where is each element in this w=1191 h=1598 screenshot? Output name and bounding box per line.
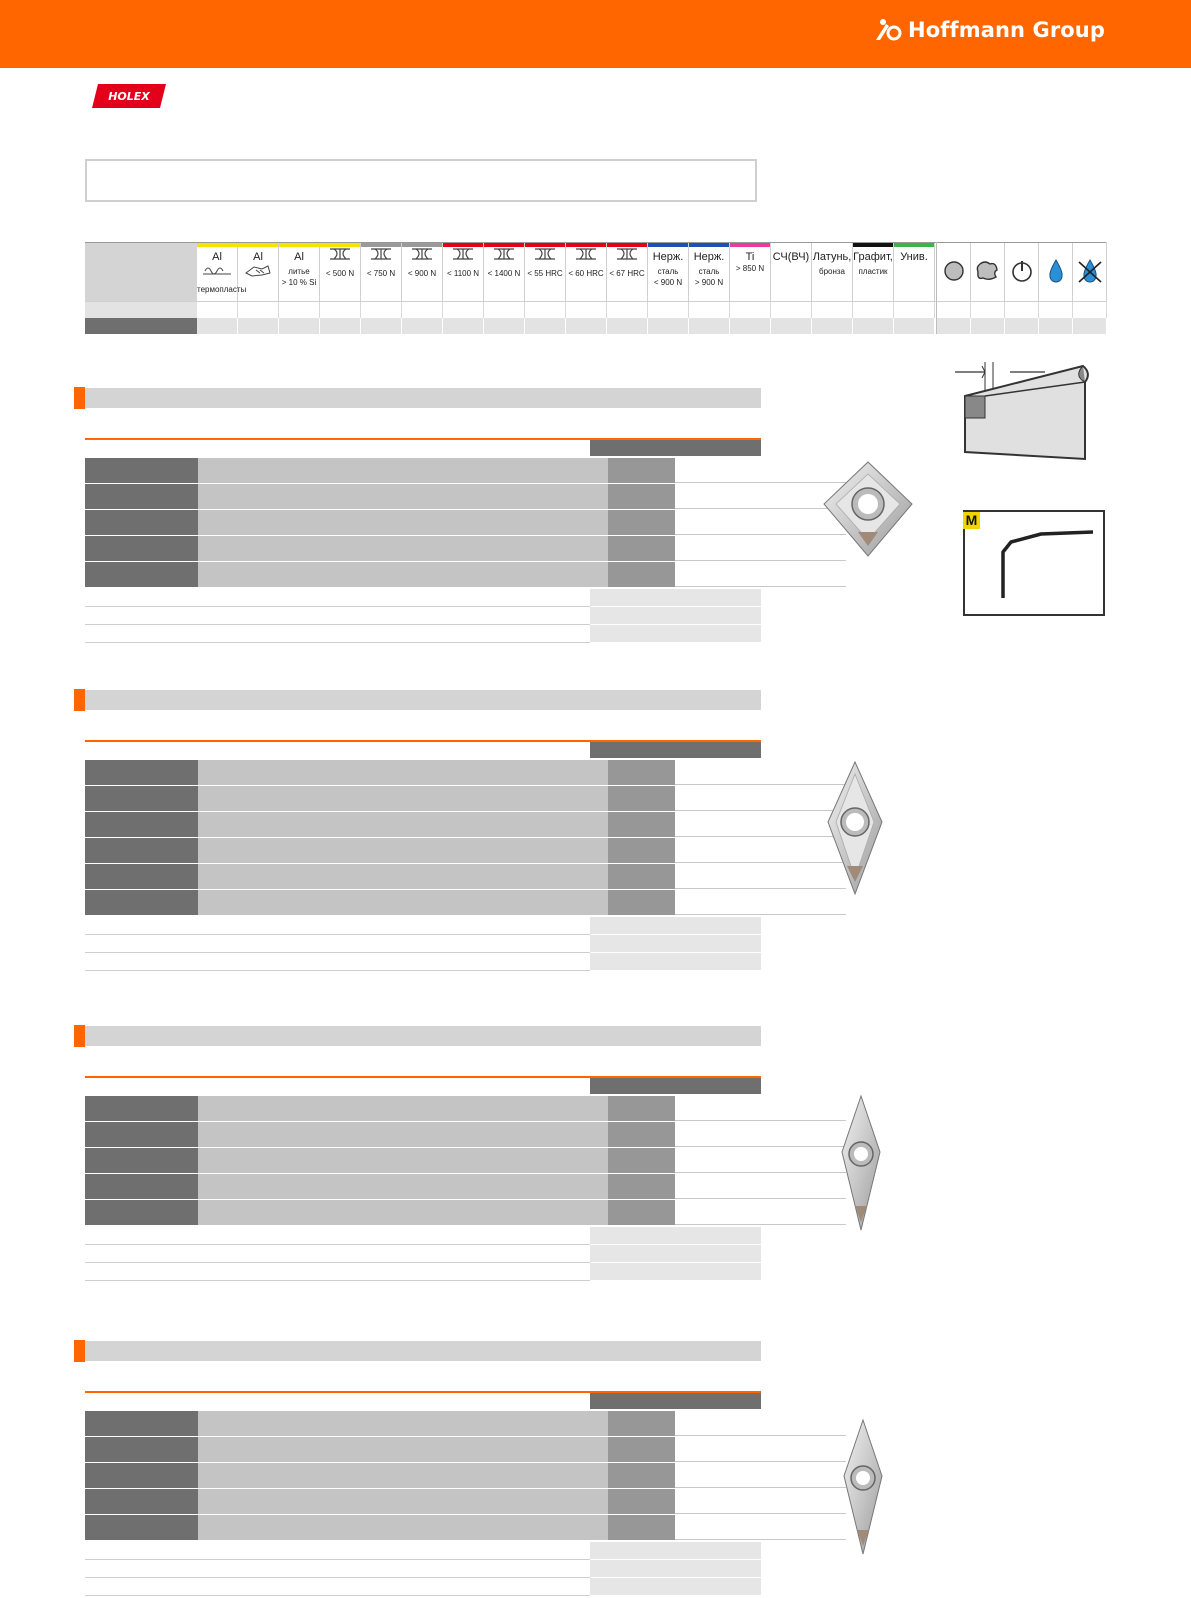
material-cell bbox=[894, 318, 935, 334]
material-cell bbox=[607, 301, 648, 318]
hoffmann-logo-icon bbox=[874, 18, 902, 42]
footer-cell bbox=[590, 953, 761, 970]
table-cell bbox=[608, 864, 675, 889]
table-cell bbox=[675, 1489, 846, 1514]
material-column[interactable] bbox=[894, 242, 935, 301]
material-subtitle: сталь bbox=[657, 267, 679, 276]
material-cell bbox=[238, 318, 279, 334]
material-cell bbox=[402, 301, 443, 318]
table-cell bbox=[198, 1515, 608, 1540]
material-column[interactable] bbox=[402, 242, 443, 301]
table-cell bbox=[198, 1437, 608, 1462]
condition-cell bbox=[937, 301, 971, 318]
material-cell bbox=[361, 301, 402, 318]
table-cell bbox=[608, 562, 675, 587]
table-cell bbox=[85, 536, 198, 561]
i-beam-icon bbox=[324, 247, 356, 262]
table-cell bbox=[198, 786, 608, 811]
table-cell bbox=[675, 838, 846, 863]
table-cell bbox=[675, 562, 846, 587]
table-cell bbox=[198, 510, 608, 535]
material-cell bbox=[402, 318, 443, 334]
material-name: Ti bbox=[745, 251, 755, 263]
material-column[interactable] bbox=[648, 242, 689, 301]
table-cell bbox=[608, 786, 675, 811]
table-row[interactable] bbox=[85, 1489, 761, 1515]
table-cell bbox=[675, 1148, 846, 1173]
material-cell bbox=[525, 318, 566, 334]
table-row[interactable] bbox=[85, 786, 761, 812]
table-cell bbox=[85, 1174, 198, 1199]
table-row[interactable] bbox=[85, 510, 761, 536]
material-cell bbox=[648, 301, 689, 318]
table-cell bbox=[675, 1463, 846, 1488]
table-cell bbox=[198, 812, 608, 837]
material-cell bbox=[812, 318, 853, 334]
matrix-top-line bbox=[85, 242, 1106, 243]
table-row[interactable] bbox=[85, 1174, 761, 1200]
material-subtitle: < 1100 N bbox=[446, 269, 480, 278]
matrix-separator bbox=[936, 242, 937, 334]
material-cell bbox=[894, 301, 935, 318]
footer-cell bbox=[590, 1560, 761, 1577]
material-subtitle: бронза bbox=[818, 267, 845, 276]
table-footer-row bbox=[85, 1245, 761, 1263]
table-footer-row bbox=[85, 1578, 761, 1596]
table-cell bbox=[608, 484, 675, 509]
blob-icon bbox=[971, 258, 1005, 288]
i-beam-icon bbox=[570, 247, 602, 262]
table-row[interactable] bbox=[85, 1411, 761, 1437]
table-footer-row bbox=[85, 917, 761, 935]
table-cell bbox=[198, 1174, 608, 1199]
i-beam-icon bbox=[611, 247, 643, 262]
table-row[interactable] bbox=[85, 1096, 761, 1122]
footer-cell bbox=[590, 917, 761, 934]
material-cell bbox=[443, 318, 484, 334]
table-cell bbox=[85, 1463, 198, 1488]
table-footer-row bbox=[85, 625, 761, 643]
table-row[interactable] bbox=[85, 484, 761, 510]
condition-cell bbox=[971, 301, 1005, 318]
material-subtitle: сталь bbox=[698, 267, 720, 276]
table-cell bbox=[198, 760, 608, 785]
table-cell bbox=[198, 1411, 608, 1436]
material-column[interactable] bbox=[484, 242, 525, 301]
table-cell bbox=[675, 458, 846, 483]
condition-cell bbox=[1073, 301, 1107, 318]
material-strength: > 10 % Si bbox=[281, 278, 317, 287]
i-beam-icon bbox=[447, 247, 479, 262]
material-cell bbox=[279, 301, 320, 318]
insert-image bbox=[826, 760, 884, 896]
matrix-row-label-light bbox=[85, 301, 197, 318]
material-cell bbox=[443, 301, 484, 318]
mode-label: M bbox=[963, 512, 980, 529]
table-cell bbox=[608, 1489, 675, 1514]
table-cell bbox=[675, 484, 846, 509]
footer-cell bbox=[590, 1245, 761, 1262]
material-name: Унив. bbox=[900, 251, 928, 263]
insert-image bbox=[840, 1094, 882, 1232]
table-row[interactable] bbox=[85, 1122, 761, 1148]
material-column[interactable] bbox=[853, 242, 894, 301]
table-cell bbox=[608, 1096, 675, 1121]
table-cell bbox=[675, 890, 846, 915]
footer-cell bbox=[590, 935, 761, 952]
material-cell bbox=[689, 318, 730, 334]
material-cell bbox=[689, 301, 730, 318]
table-cell bbox=[675, 510, 846, 535]
material-column[interactable] bbox=[279, 242, 320, 301]
table-cell bbox=[85, 484, 198, 509]
material-strength: > 850 N bbox=[735, 264, 765, 273]
table-cell bbox=[85, 1122, 198, 1147]
material-column[interactable] bbox=[197, 242, 247, 301]
table-cell bbox=[608, 812, 675, 837]
material-strength: < 900 N bbox=[653, 278, 683, 287]
condition-cell bbox=[1039, 318, 1073, 334]
material-cell bbox=[648, 318, 689, 334]
table-footer-row bbox=[85, 935, 761, 953]
material-column[interactable] bbox=[361, 242, 402, 301]
material-name: Латунь, bbox=[812, 251, 852, 263]
footer-line bbox=[85, 1595, 590, 1596]
table-cell bbox=[675, 1174, 846, 1199]
material-name: Al bbox=[253, 251, 263, 263]
table-cell bbox=[85, 760, 198, 785]
table-cell bbox=[608, 458, 675, 483]
table-row[interactable] bbox=[85, 1437, 761, 1463]
table-cell bbox=[608, 1174, 675, 1199]
table-cell bbox=[85, 786, 198, 811]
table-cell bbox=[675, 1437, 846, 1462]
matrix-bottom-line bbox=[85, 301, 1106, 302]
material-cell bbox=[853, 301, 894, 318]
table-footer-row bbox=[85, 1227, 761, 1245]
table-cell bbox=[85, 838, 198, 863]
table-cell bbox=[85, 510, 198, 535]
material-column[interactable] bbox=[812, 242, 853, 301]
footer-cell bbox=[590, 1263, 761, 1280]
material-cell bbox=[238, 301, 279, 318]
table-cell bbox=[608, 890, 675, 915]
table-cell bbox=[198, 838, 608, 863]
insert-image bbox=[822, 460, 914, 558]
material-column[interactable] bbox=[443, 242, 484, 301]
table-cell bbox=[675, 1200, 846, 1225]
material-cell bbox=[197, 301, 238, 318]
table-cell bbox=[608, 838, 675, 863]
material-column[interactable] bbox=[238, 242, 279, 301]
table-cell bbox=[675, 812, 846, 837]
material-cell bbox=[484, 318, 525, 334]
brand-name: Hoffmann Group bbox=[908, 18, 1105, 42]
table-cell bbox=[608, 510, 675, 535]
table-cell bbox=[85, 1148, 198, 1173]
table-row[interactable] bbox=[85, 562, 761, 588]
material-cell bbox=[279, 318, 320, 334]
table-cell bbox=[198, 1489, 608, 1514]
footer-line bbox=[85, 1280, 590, 1281]
material-name: СЧ(ВЧ) bbox=[772, 251, 810, 263]
section-marker bbox=[74, 689, 85, 711]
table-cell bbox=[85, 864, 198, 889]
title-box bbox=[85, 159, 757, 202]
table-cell bbox=[198, 890, 608, 915]
power-icon bbox=[1005, 258, 1039, 288]
condition-column[interactable] bbox=[971, 242, 1005, 301]
material-cell bbox=[730, 301, 771, 318]
material-cell bbox=[730, 318, 771, 334]
cutting-edge-drawing bbox=[963, 510, 1105, 616]
material-cell bbox=[566, 301, 607, 318]
table-footer-row bbox=[85, 953, 761, 971]
table-cell bbox=[198, 1148, 608, 1173]
table-cell bbox=[608, 1148, 675, 1173]
table-cell bbox=[608, 1515, 675, 1540]
table-cell bbox=[198, 1200, 608, 1225]
material-subtitle: термопласты bbox=[197, 285, 247, 294]
table-header-cell bbox=[590, 1393, 761, 1409]
table-cell bbox=[608, 536, 675, 561]
section-marker bbox=[74, 387, 85, 409]
table-cell bbox=[85, 1515, 198, 1540]
footer-cell bbox=[590, 1578, 761, 1595]
material-column[interactable] bbox=[566, 242, 607, 301]
table-cell bbox=[675, 1096, 846, 1121]
table-cell bbox=[198, 1096, 608, 1121]
matrix-row-label-dark bbox=[85, 318, 197, 334]
condition-column[interactable] bbox=[1073, 242, 1107, 301]
table-cell bbox=[85, 1411, 198, 1436]
material-cell bbox=[320, 318, 361, 334]
table-row[interactable] bbox=[85, 1515, 761, 1541]
table-cell bbox=[675, 760, 846, 785]
hoffmann-group-logo[interactable] bbox=[874, 18, 1105, 42]
condition-column[interactable] bbox=[937, 242, 971, 301]
table-cell bbox=[608, 760, 675, 785]
material-name: Al bbox=[294, 251, 304, 263]
table-cell bbox=[675, 536, 846, 561]
condition-cell bbox=[937, 318, 971, 334]
material-column[interactable] bbox=[730, 242, 771, 301]
section-marker bbox=[74, 1025, 85, 1047]
condition-cell bbox=[1005, 318, 1039, 334]
table-cell bbox=[675, 786, 846, 811]
table-cell bbox=[608, 1200, 675, 1225]
table-row[interactable] bbox=[85, 458, 761, 484]
table-cell bbox=[85, 562, 198, 587]
table-footer-row bbox=[85, 1560, 761, 1578]
table-row[interactable] bbox=[85, 864, 761, 890]
table-cell bbox=[85, 890, 198, 915]
insert-image bbox=[842, 1418, 886, 1556]
footer-cell bbox=[590, 589, 761, 606]
table-footer-row bbox=[85, 1263, 761, 1281]
table-cell bbox=[675, 1411, 846, 1436]
material-subtitle: < 900 N bbox=[407, 269, 437, 278]
material-cell bbox=[484, 301, 525, 318]
material-subtitle: литье bbox=[288, 267, 310, 276]
material-column[interactable] bbox=[320, 242, 361, 301]
table-cell bbox=[608, 1463, 675, 1488]
insert-side-view-drawing bbox=[955, 362, 1105, 470]
table-row[interactable] bbox=[85, 1148, 761, 1174]
i-beam-icon bbox=[529, 247, 561, 262]
table-footer-row bbox=[85, 1542, 761, 1560]
material-cell bbox=[566, 318, 607, 334]
material-name: Нерж. bbox=[652, 251, 684, 263]
no-drop-icon bbox=[1073, 258, 1107, 288]
table-footer-row bbox=[85, 589, 761, 607]
footer-line bbox=[85, 642, 590, 643]
material-subtitle: < 750 N bbox=[366, 269, 396, 278]
material-strength: > 900 N bbox=[694, 278, 724, 287]
material-name: Нерж. bbox=[693, 251, 725, 263]
table-row[interactable] bbox=[85, 1200, 761, 1226]
footer-cell bbox=[590, 607, 761, 624]
condition-cell bbox=[1039, 301, 1073, 318]
material-subtitle: < 60 HRC bbox=[568, 269, 604, 278]
table-cell bbox=[608, 1122, 675, 1147]
table-cell bbox=[198, 1122, 608, 1147]
material-name: Графит, bbox=[853, 251, 893, 263]
edge-geometry-icon bbox=[965, 512, 1103, 614]
table-row[interactable] bbox=[85, 812, 761, 838]
condition-cell bbox=[971, 318, 1005, 334]
table-cell bbox=[198, 458, 608, 483]
table-row[interactable] bbox=[85, 890, 761, 916]
i-beam-icon bbox=[488, 247, 520, 262]
table-cell bbox=[85, 458, 198, 483]
table-cell bbox=[85, 1437, 198, 1462]
forged-part-icon bbox=[242, 263, 274, 278]
material-cell bbox=[361, 318, 402, 334]
condition-cell bbox=[1005, 301, 1039, 318]
i-beam-icon bbox=[365, 247, 397, 262]
material-subtitle: < 500 N bbox=[325, 269, 355, 278]
section-title-bar bbox=[85, 1026, 761, 1046]
table-cell bbox=[198, 484, 608, 509]
section-title-bar bbox=[85, 388, 761, 408]
table-header-cell bbox=[590, 742, 761, 758]
material-subtitle: < 1400 N bbox=[487, 269, 521, 278]
material-subtitle: < 67 HRC bbox=[609, 269, 645, 278]
table-header-cell bbox=[590, 440, 761, 456]
section-title-bar bbox=[85, 690, 761, 710]
table-row[interactable] bbox=[85, 838, 761, 864]
holex-logo[interactable] bbox=[92, 84, 166, 108]
table-cell bbox=[198, 562, 608, 587]
holex-logo-text: HOLEX bbox=[108, 90, 150, 103]
table-cell bbox=[85, 1096, 198, 1121]
table-cell bbox=[85, 1489, 198, 1514]
circle-icon bbox=[937, 258, 971, 288]
table-row[interactable] bbox=[85, 760, 761, 786]
material-cell bbox=[812, 301, 853, 318]
footer-cell bbox=[590, 625, 761, 642]
footer-cell bbox=[590, 1542, 761, 1559]
material-subtitle: < 55 HRC bbox=[527, 269, 563, 278]
material-column[interactable] bbox=[771, 242, 812, 301]
material-cell bbox=[320, 301, 361, 318]
table-cell bbox=[85, 812, 198, 837]
material-column[interactable] bbox=[689, 242, 730, 301]
table-cell bbox=[675, 864, 846, 889]
footer-cell bbox=[590, 1227, 761, 1244]
matrix-label-cell bbox=[85, 242, 197, 301]
material-cell bbox=[197, 318, 238, 334]
table-row[interactable] bbox=[85, 1463, 761, 1489]
section-marker bbox=[74, 1340, 85, 1362]
footer-line bbox=[85, 970, 590, 971]
table-footer-row bbox=[85, 607, 761, 625]
material-subtitle: пластик bbox=[858, 267, 888, 276]
material-cell bbox=[771, 318, 812, 334]
material-cell bbox=[607, 318, 648, 334]
material-cell bbox=[525, 301, 566, 318]
table-cell bbox=[608, 1437, 675, 1462]
table-row[interactable] bbox=[85, 536, 761, 562]
material-name: Al bbox=[212, 251, 222, 263]
i-beam-icon bbox=[406, 247, 438, 262]
drop-icon bbox=[1039, 258, 1073, 288]
table-cell bbox=[198, 864, 608, 889]
table-cell bbox=[198, 536, 608, 561]
table-cell bbox=[675, 1122, 846, 1147]
table-cell bbox=[675, 1515, 846, 1540]
condition-column[interactable] bbox=[1039, 242, 1073, 301]
material-cell bbox=[853, 318, 894, 334]
table-cell bbox=[85, 1200, 198, 1225]
material-column[interactable] bbox=[607, 242, 648, 301]
condition-column[interactable] bbox=[1005, 242, 1039, 301]
material-column[interactable] bbox=[525, 242, 566, 301]
swirl-chips-icon bbox=[201, 263, 233, 278]
table-cell bbox=[608, 1411, 675, 1436]
section-title-bar bbox=[85, 1341, 761, 1361]
material-cell bbox=[771, 301, 812, 318]
table-header-cell bbox=[590, 1078, 761, 1094]
table-cell bbox=[198, 1463, 608, 1488]
condition-cell bbox=[1073, 318, 1107, 334]
